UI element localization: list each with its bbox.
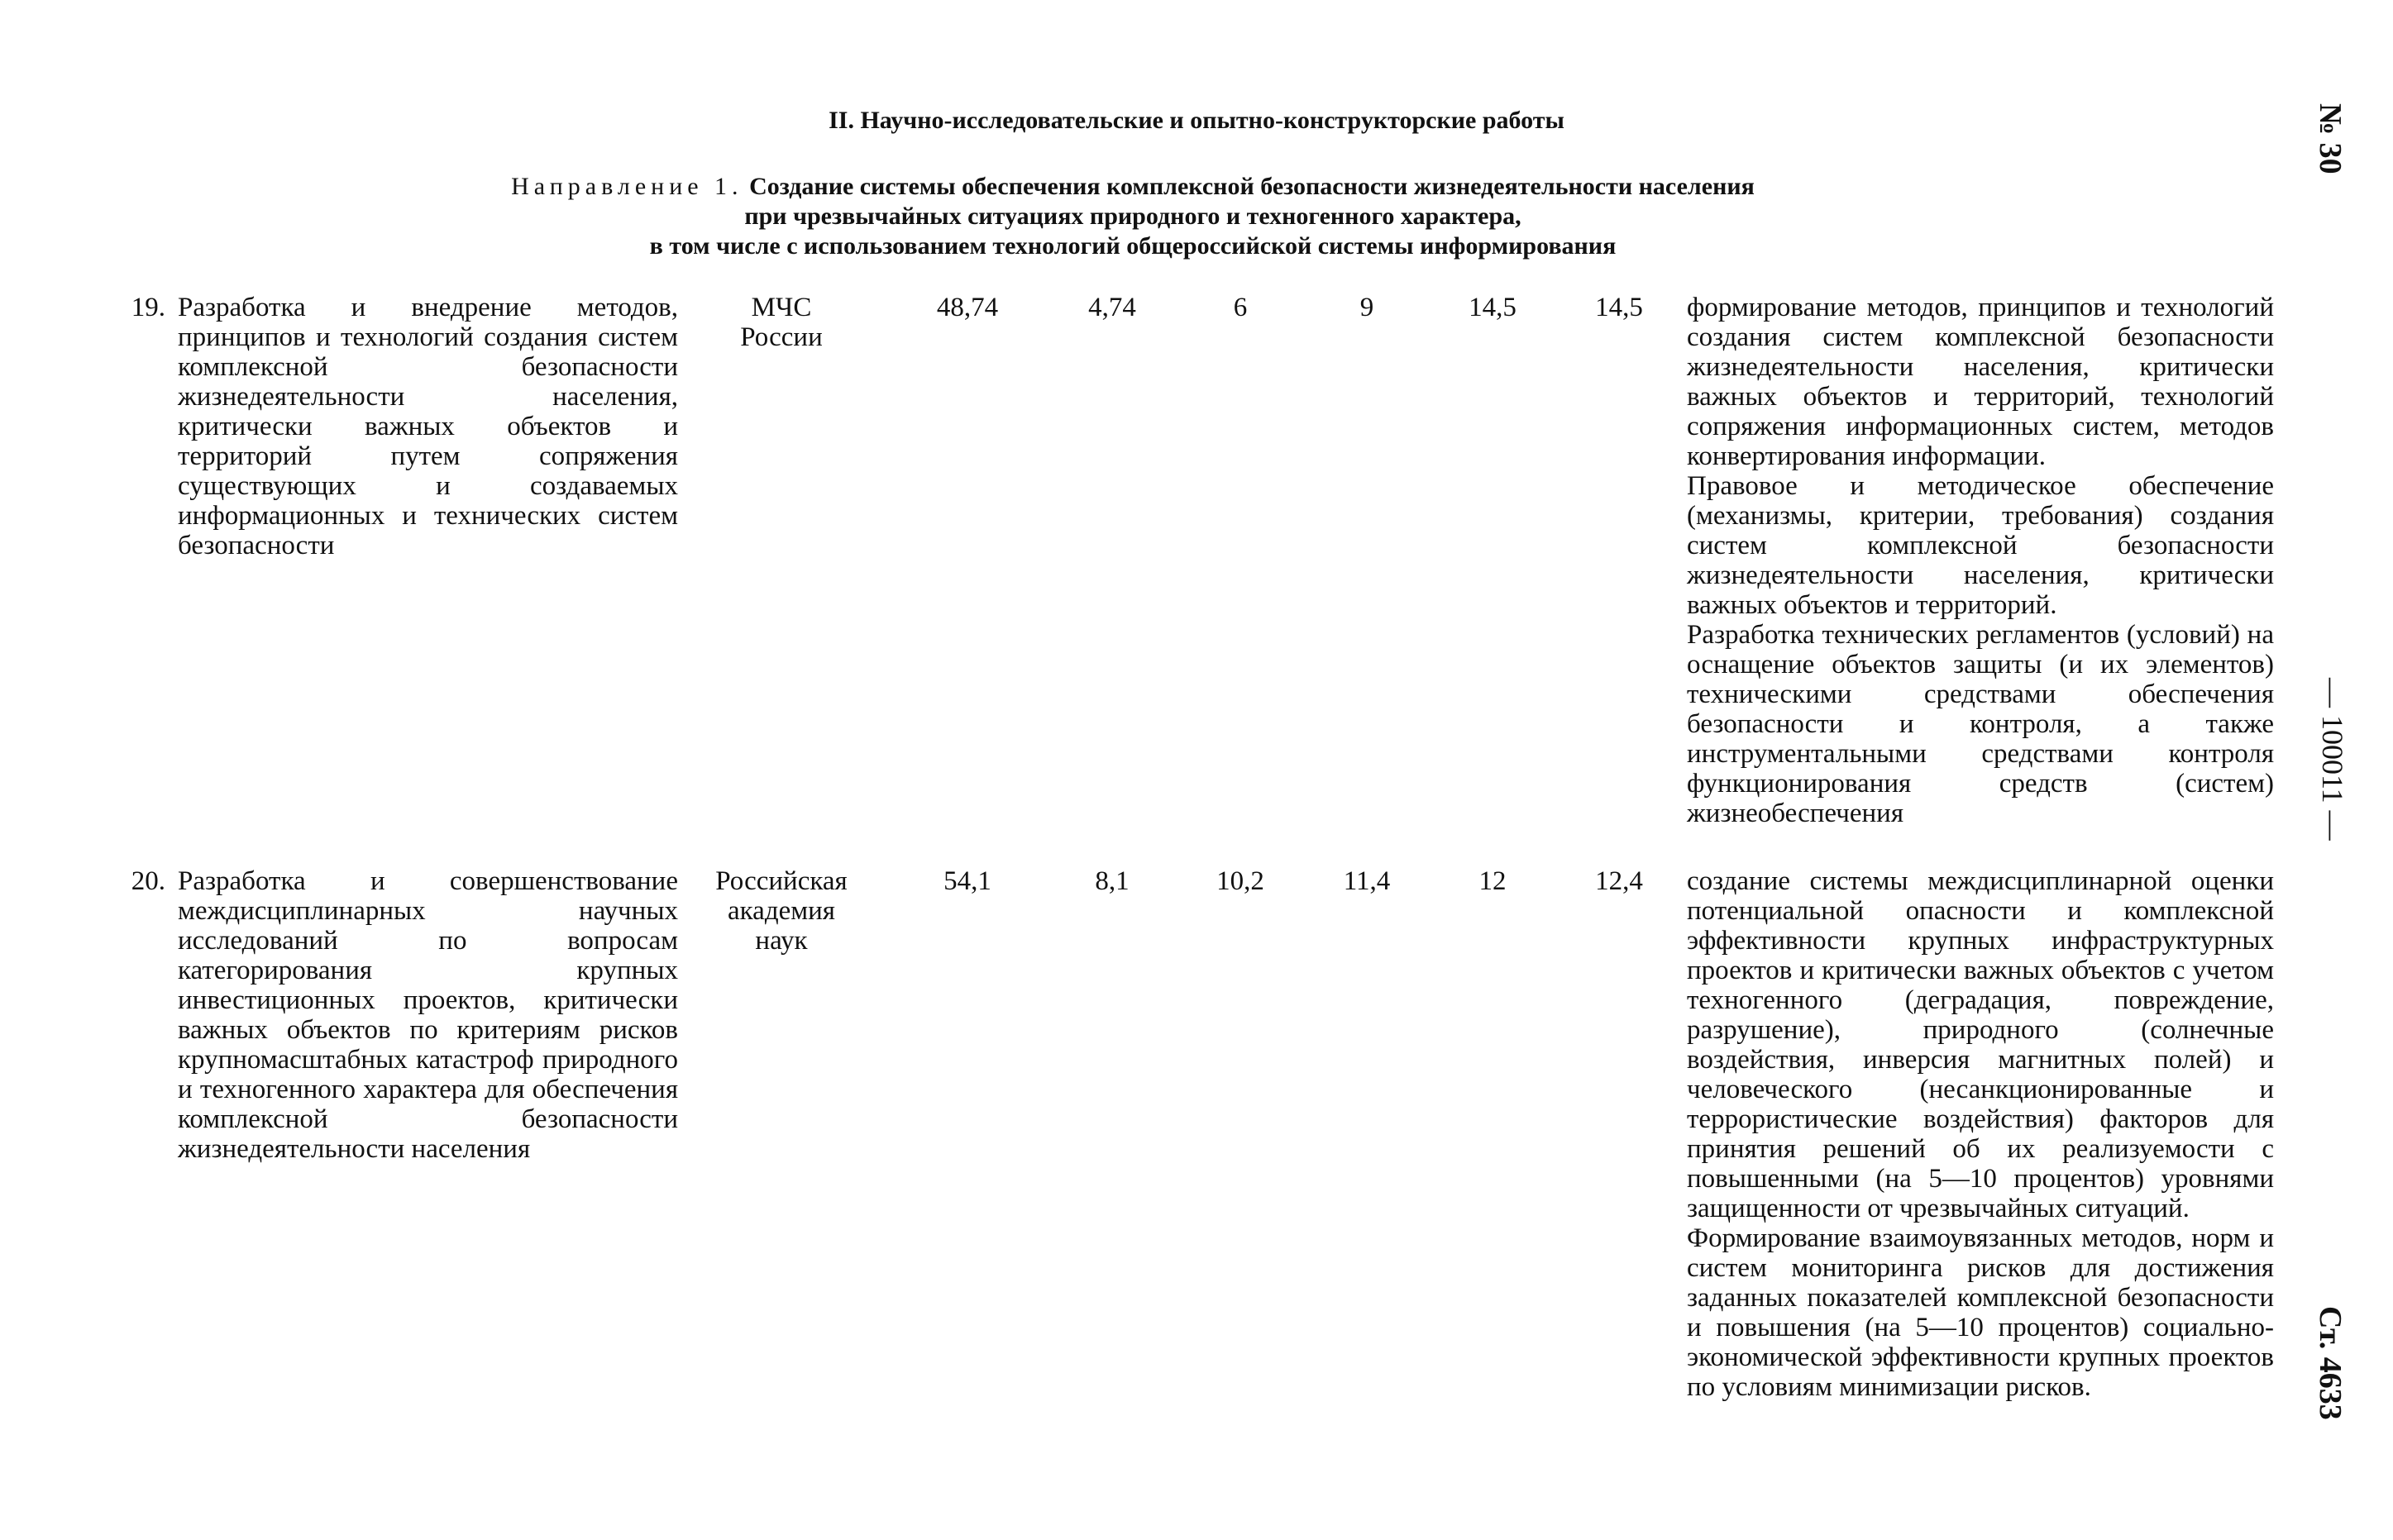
value-total: 48,74 xyxy=(936,293,999,322)
value-total: 54,1 xyxy=(943,866,991,896)
row-title: Разработка и внедрение методов, принципов и технологий создания систем комплексной безопасности жизнедеятельности населения, критически важных объектов и территорий путем сопряжения существующих и создаваемых информационных и технических систем безопасности xyxy=(178,293,678,560)
result-paragraph: формирование методов, принципов и технологий создания систем комплексной безопасности жизнедеятельности населения, критически важных объектов и территорий, технологий сопряжения информационных систем, методов конвертирования информации. xyxy=(1687,293,2274,471)
direction-prefix: Направление 1. xyxy=(511,173,743,200)
row-number: 19. xyxy=(131,293,165,322)
direction-heading xyxy=(347,172,1918,261)
result-paragraph: Правовое и методическое обеспечение (механизмы, критерии, требования) создания систем комплексной безопасности жизнедеятельности населения, критически важных объектов и территорий. xyxy=(1687,471,2274,620)
value-year-2: 10,2 xyxy=(1216,866,1264,896)
executor-line: Российская xyxy=(715,866,848,896)
row-result xyxy=(1687,866,2274,1402)
value-year-4: 14,5 xyxy=(1469,293,1517,322)
direction-line-3: в том числе с использованием технологий общероссийской системы информирования xyxy=(649,232,1617,260)
direction-line-2: при чрезвычайных ситуациях природного и техногенного характера, xyxy=(744,203,1521,230)
document-code: — 100011 — xyxy=(2316,678,2349,841)
section-title: II. Научно-исследовательские и опытно-конструкторские работы xyxy=(829,107,1564,134)
executor-line: России xyxy=(740,322,823,352)
direction-line-1: Создание системы обеспечения комплексной безопасности жизнедеятельности населения xyxy=(749,173,1755,200)
result-paragraph: создание системы междисциплинарной оценки потенциальной опасности и комплексной эффективности крупных инфраструктурных проектов и критически важных объектов с учетом техногенного (деградация, повреждение, разрушение), природного (солнечные воздействия, инверсия магнитных полей) и человеческого (несанкционированные и террористические воздействия) факторов для принятия решений об их реализуемости с повышенными (на 5—10 процентов) уровнями защищенности от чрезвычайных ситуаций. xyxy=(1687,866,2274,1223)
row-result xyxy=(1687,293,2274,828)
result-paragraph: Разработка технических регламентов (условий) на оснащение объектов защиты (и их элементов) техническими средствами обеспечения безопасности и контроля, а также инструментальными средствами контроля функционирования средств (систем) жизнеобеспечения xyxy=(1687,620,2274,828)
value-year-4: 12 xyxy=(1478,866,1507,896)
value-year-3: 11,4 xyxy=(1343,866,1391,896)
row-executor xyxy=(695,866,868,956)
row-number: 20. xyxy=(131,866,165,896)
executor-line: МЧС xyxy=(751,293,812,322)
page-number: Ст. 4633 xyxy=(2313,1306,2348,1420)
value-year-1: 8,1 xyxy=(1095,866,1130,896)
value-year-2: 6 xyxy=(1233,293,1248,322)
row-executor xyxy=(695,293,868,352)
issue-number: № 30 xyxy=(2313,103,2348,174)
row-title: Разработка и совершенствование междисциплинарных научных исследований по вопросам категорирования крупных инвестиционных проектов, критически важных объектов по критериям рисков крупномасштабных катастроф природного и техногенного характера для обеспечения комплексной безопасности жизнедеятельности населения xyxy=(178,866,678,1164)
value-year-5: 14,5 xyxy=(1595,293,1643,322)
value-year-3: 9 xyxy=(1359,293,1374,322)
value-year-1: 4,74 xyxy=(1088,293,1136,322)
value-year-5: 12,4 xyxy=(1595,866,1643,896)
executor-line: наук xyxy=(755,926,808,956)
executor-line: академия xyxy=(728,896,835,926)
result-paragraph: Формирование взаимоувязанных методов, норм и систем мониторинга рисков для достижения заданных показателей комплексной безопасности и повышения (на 5—10 процентов) социально-экономической эффективности крупных проектов по условиям минимизации рисков. xyxy=(1687,1223,2274,1402)
